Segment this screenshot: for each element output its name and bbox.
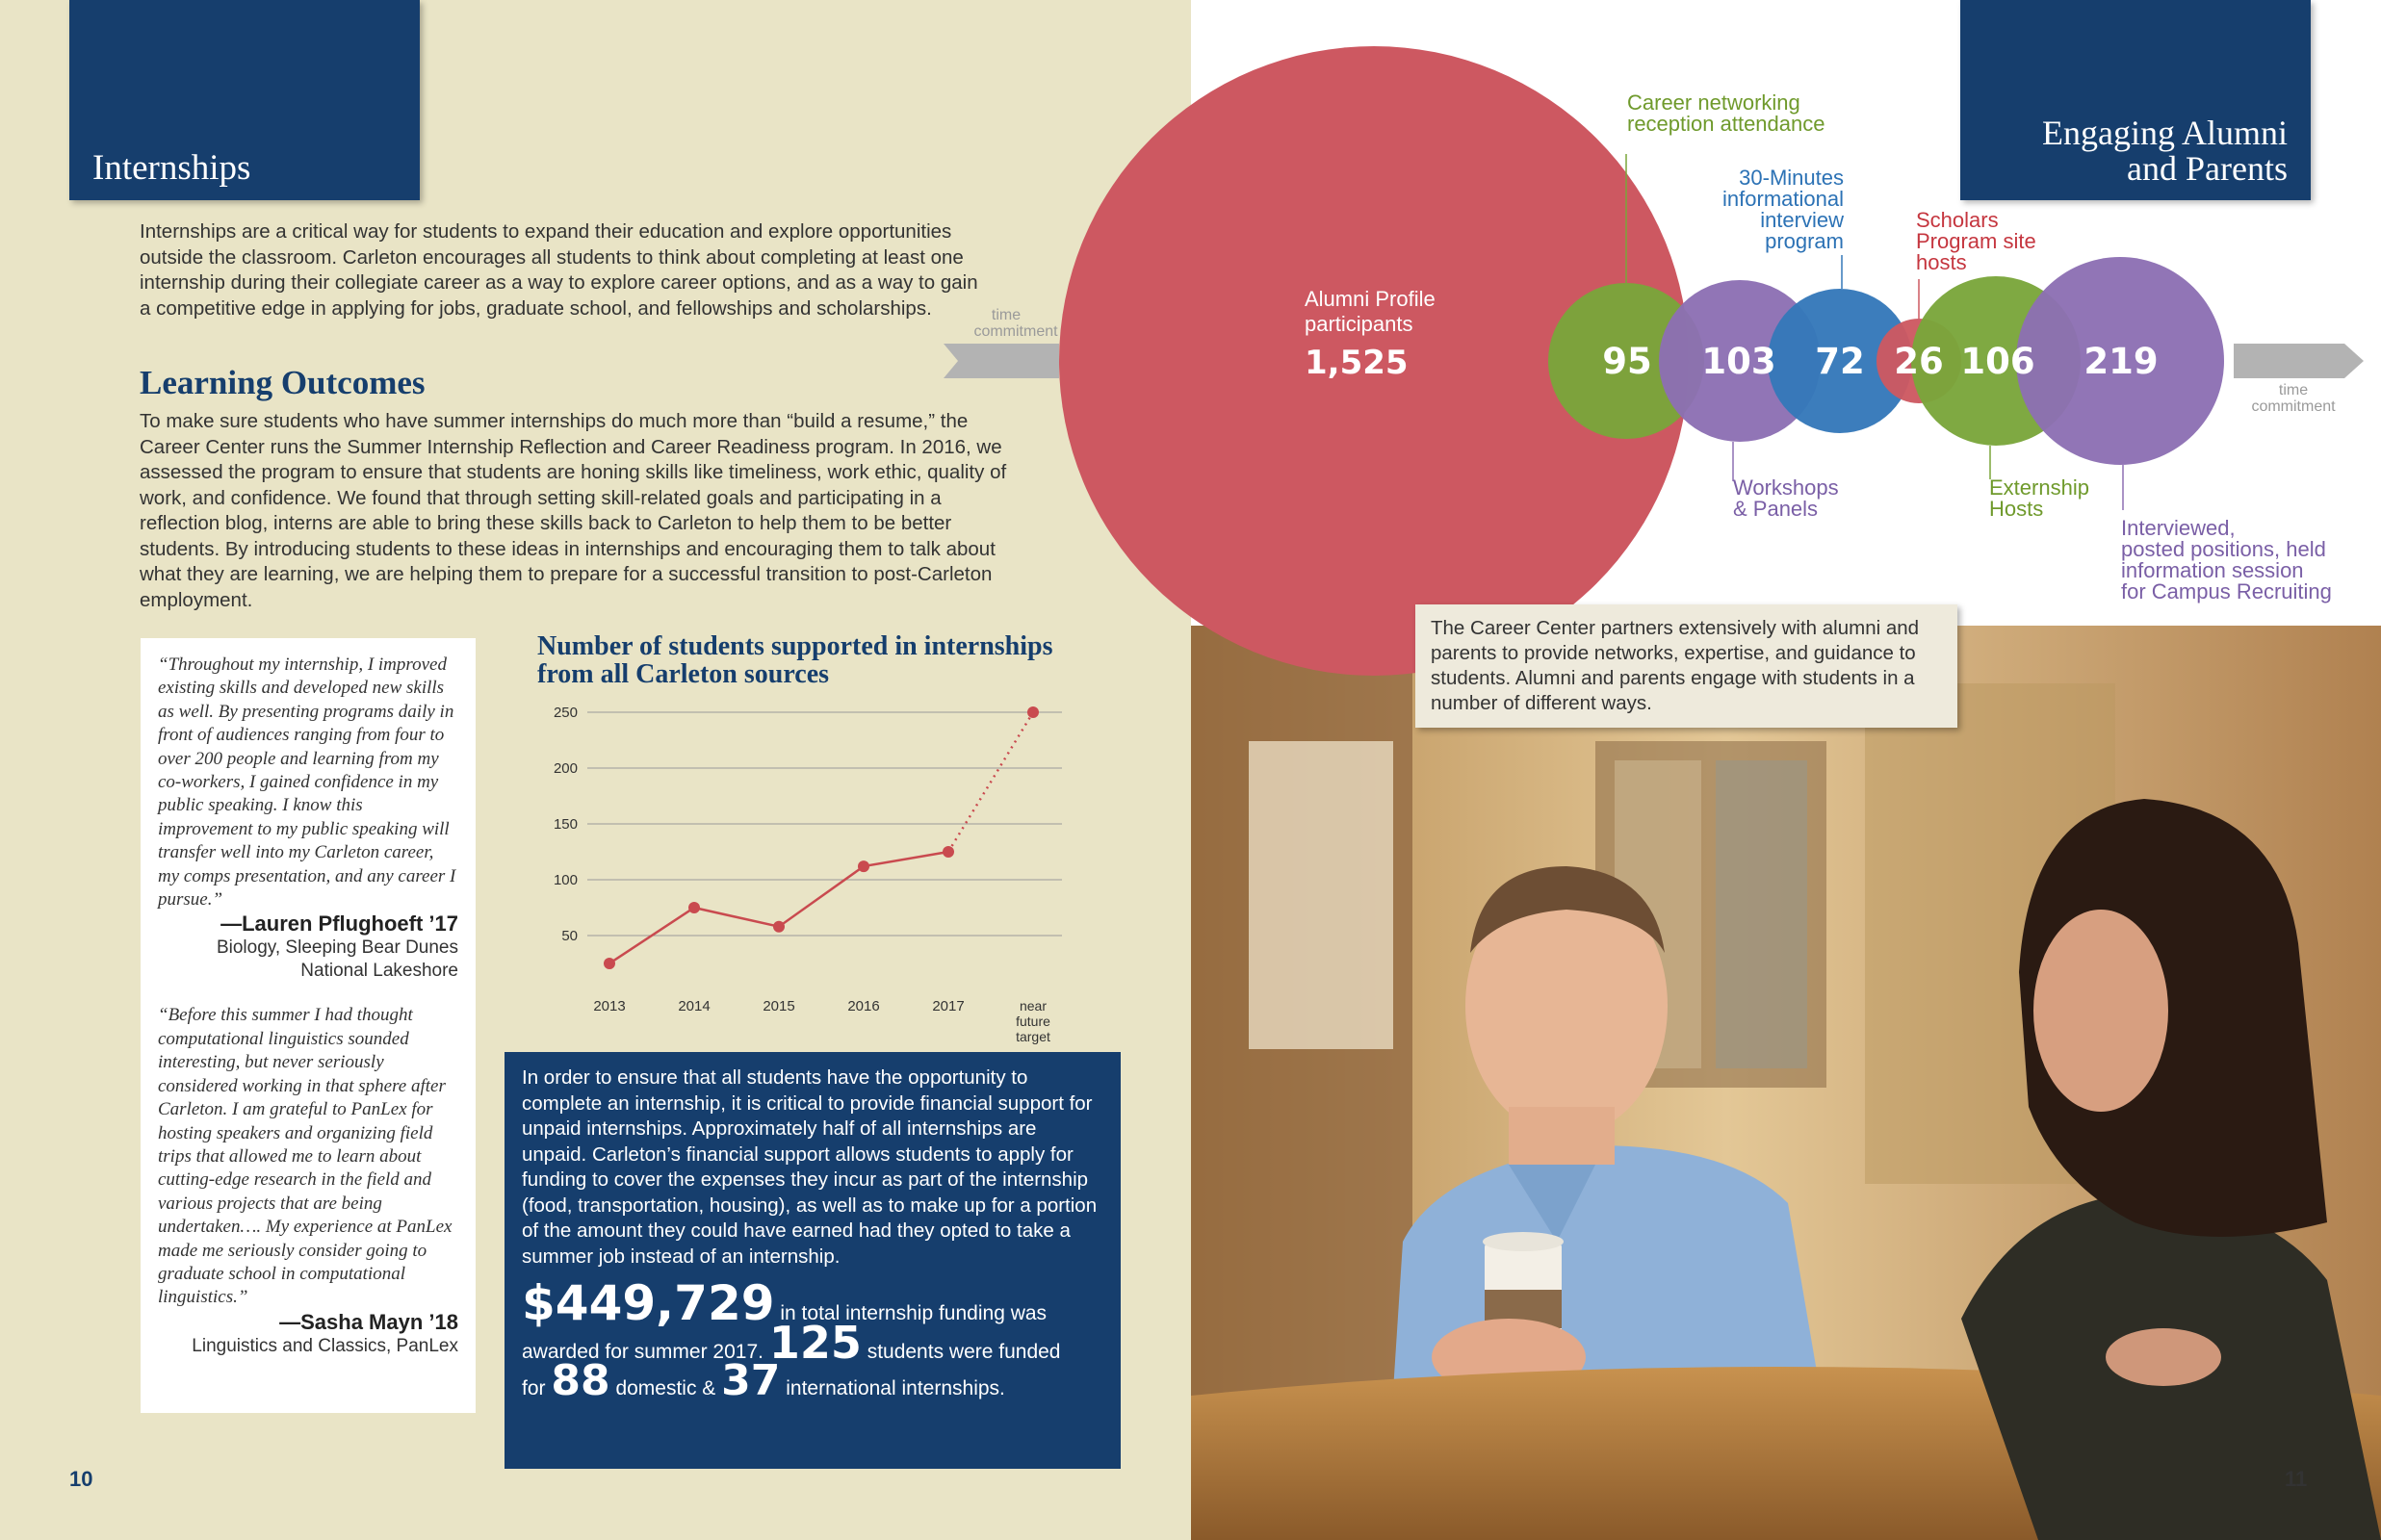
students-supported-line-chart [534, 693, 1074, 1044]
bubble-value: 1,525 [1305, 344, 1409, 382]
bubble-label: Scholars [1916, 208, 1999, 232]
quote-text: “Before this summer I had thought computational linguistics sounded interesting, but never seriously considered working in that sphere after Carleton. I am grateful to PanLex for hosting speakers and organizing field trips that allowed me to learn about cutting-edge research in the field and various projects that are being undertaken…. My experience at PanLex made me seriously consider going to graduate school in computational linguistics.” [158, 1005, 453, 1308]
quote-affiliation: Biology, Sleeping Bear Dunes National Lakeshore [216, 937, 458, 982]
section-title-line: and Parents [2127, 149, 2288, 188]
y-tick-label: 250 [553, 705, 578, 721]
bubble-label: & Panels [1733, 497, 1819, 521]
funding-stats [522, 1275, 1103, 1405]
quote-affiliation: Linguistics and Classics, PanLex [192, 1335, 458, 1356]
learning-outcomes-heading: Learning Outcomes [140, 364, 426, 401]
time-commitment-label: time [2278, 382, 2309, 398]
photo-alumni-conversation [1191, 626, 2381, 1540]
bubble-value: 26 [1894, 341, 1944, 382]
data-point [688, 902, 700, 913]
section-title-line: Engaging Alumni [2042, 114, 2288, 152]
time-commitment-label: time [991, 307, 1022, 323]
x-tick-label: near [1019, 998, 1048, 1014]
y-tick-label: 50 [561, 928, 578, 944]
bubble-label: program [1765, 229, 1844, 253]
alumni-callout: The Career Center partners extensively with alumni and parents to provide networks, expertise, and guidance to students. Alumni and parents engage with students in a number of different ways. [1415, 604, 1957, 728]
bubble-label: Hosts [1989, 497, 2044, 521]
bubble-label: Externship [1989, 475, 2089, 500]
time-arrow-left [944, 344, 1059, 378]
bubble-label: hosts [1916, 250, 1967, 274]
for-text: for [522, 1377, 546, 1399]
x-tick-label: 2013 [593, 998, 626, 1014]
bubble-label: Interviewed, [2121, 516, 2236, 540]
bubble-label: Career networking [1627, 90, 1800, 115]
section-title [2042, 116, 2288, 187]
bubble-label: information session [2121, 558, 2304, 582]
international-count: 37 [721, 1356, 781, 1405]
alumni-section-tab [1960, 0, 2311, 200]
projection-line [948, 712, 1033, 852]
x-tick-label: target [1016, 1029, 1050, 1044]
time-commitment-label: commitment [973, 323, 1058, 340]
bubble-label: interview [1760, 208, 1844, 232]
photo-illustration [1191, 626, 2381, 1540]
bubble-label: Program site [1916, 229, 2036, 253]
series-line [609, 852, 948, 963]
testimonial-quote [158, 1004, 458, 1357]
learning-outcomes-paragraph: To make sure students who have summer internships do much more than “build a resume,” the Career Center runs the Summer Internship Reflection and Career Readiness program. In 2016, we assessed the program to ensure that students are honing skills like timeliness, work ethic, quality of work, and confidence. We found that through setting skill-related goals and participating in a reflection blog, interns are able to bring these skills back to Carleton to help them to be better students. By introducing students to these ideas in internships and encouraging them to talk about what they are learning, we are helping them to prepare for a successful transition to post-Carleton employment. [140, 410, 1007, 611]
bubble-label: Workshops [1733, 475, 1839, 500]
x-tick-label: 2015 [763, 998, 795, 1014]
data-point [604, 958, 615, 969]
quote-author: —Lauren Pflughoeft ’17 [220, 911, 458, 937]
time-arrow-right [2234, 344, 2364, 378]
quote-author: —Sasha Mayn ’18 [279, 1309, 458, 1334]
intro-paragraph: Internships are a critical way for students to expand their education and explore opportunities outside the classroom. Carleton encourages all students to think about completing at least one internship during their collegiate career as a way to explore career options, and as a way to gain a competitive edge in applying for jobs, graduate school, and fellowships and scholarships. [140, 220, 978, 320]
funding-amount-text: in total internship funding was awarded for summer 2017. [522, 1302, 1048, 1363]
students-funded-count: 125 [768, 1317, 862, 1369]
section-title: Internships [92, 148, 251, 188]
funding-paragraph: In order to ensure that all students have the opportunity to complete an internship, it is critical to provide financial support for unpaid internships. Approximately half of all internships are unpaid. Carleton’s financial support allows students to apply for funding to cover the expenses they incur as part of the internship (food, transportation, housing), as well as to make up for a portion of the amount they could have earned had they opted to take a summer job instead of an internship. [522, 1066, 1098, 1268]
bubble-value: 95 [1602, 341, 1652, 382]
bubble-value: 72 [1815, 341, 1865, 382]
bubble-label: reception attendance [1627, 112, 1825, 136]
quote-box [141, 638, 476, 1413]
page-number: 10 [69, 1467, 93, 1491]
y-tick-label: 200 [553, 760, 578, 777]
data-point [858, 860, 869, 872]
x-tick-label: 2017 [932, 998, 965, 1014]
y-tick-label: 100 [553, 872, 578, 888]
domestic-count: 88 [551, 1356, 610, 1405]
bubble-label: 30-Minutes [1739, 166, 1844, 190]
domestic-text: domestic & [615, 1377, 716, 1399]
bubble-label: posted positions, held [2121, 537, 2326, 561]
bubble-label: participants [1305, 312, 1413, 336]
funding-box [505, 1052, 1121, 1469]
y-tick-label: 150 [553, 816, 578, 833]
bubble-label: Alumni Profile [1305, 287, 1436, 311]
x-tick-label: 2014 [678, 998, 711, 1014]
data-point [943, 846, 954, 858]
testimonial-quote [158, 654, 458, 983]
data-point [773, 921, 785, 933]
bubble-value: 103 [1701, 341, 1776, 382]
x-tick-label: future [1016, 1014, 1050, 1029]
bubble-value: 106 [1960, 341, 2035, 382]
chart-title: Number of students supported in internships from all Carleton sources [537, 631, 1053, 689]
funding-amount: $449,729 [522, 1275, 775, 1331]
bubble-value: 219 [2083, 341, 2159, 382]
quote-text: “Throughout my internship, I improved existing skills and developed new skills as well. By presenting programs daily in front of audiences ranging from four to over 200 people and learning from my co-workers, I gained confidence in my public speaking. I know this improvement to my public speaking will transfer well into my Carleton career, my comps presentation, and any career I pursue.” [158, 654, 456, 911]
international-text: international internships. [786, 1377, 1005, 1399]
page-number: 11 [2285, 1467, 2308, 1491]
bubble-label: for Campus Recruiting [2121, 579, 2332, 603]
data-point [1027, 706, 1039, 718]
time-commitment-label: commitment [2251, 398, 2336, 415]
x-tick-label: 2016 [847, 998, 880, 1014]
students-funded-text: students were funded [867, 1341, 1061, 1363]
bubble-label: informational [1722, 187, 1844, 211]
